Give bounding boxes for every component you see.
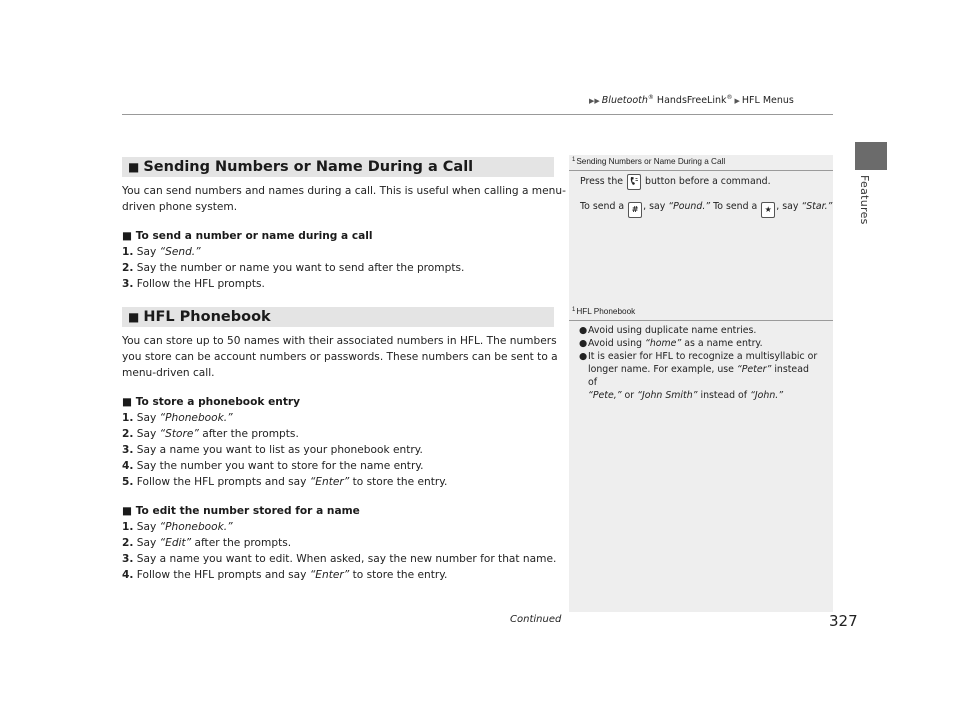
crumb-handsfreelink: HandsFreeLink [653, 95, 727, 107]
step: 1. Say “Send.” [122, 246, 201, 258]
intro-line: You can store up to 50 names with their associated numbers in HFL. The numbers [122, 335, 557, 347]
chapter-tab [855, 142, 887, 170]
step: 2. Say “Store” after the prompts. [122, 428, 299, 440]
square-bullet-icon: ■ [128, 310, 140, 324]
intro-line: menu-driven call. [122, 367, 215, 379]
note-text: To send a # , say “Pound.” To send a ★ , say “Star.” [580, 200, 832, 218]
bullet-icon: ● [579, 325, 588, 336]
crumb-bluetooth: Bluetooth [601, 95, 648, 107]
step: 4. Follow the HFL prompts and say “Enter” to store the entry. [122, 569, 448, 581]
square-bullet-icon: ■ [122, 505, 133, 517]
continued-label: Continued [510, 614, 562, 625]
square-bullet-icon: ■ [122, 230, 133, 242]
note-rule [569, 170, 833, 171]
bullet-icon: ● [579, 338, 588, 349]
square-bullet-icon: ■ [128, 160, 140, 174]
subheading: ■ To store a phonebook entry [122, 396, 301, 408]
note-bullet: ● It is easier for HFL to recognize a multisyllabic or longer name. For example, use “Peter” instead of “Pete,” or “John Smith” instead of “John.” [579, 351, 818, 401]
breadcrumb: ▶▶ Bluetooth® HandsFreeLink® ▶ HFL Menus [589, 94, 794, 107]
step: 5. Follow the HFL prompts and say “Enter” to store the entry. [122, 476, 448, 488]
step: 1. Say “Phonebook.” [122, 521, 233, 533]
subheading: ■ To send a number or name during a call [122, 230, 373, 242]
header-rule [122, 114, 833, 115]
step: 3. Say a name you want to edit. When asked, say the new number for that name. [122, 553, 557, 565]
arrow-icon: ▶ [734, 97, 740, 106]
step: 1. Say “Phonebook.” [122, 412, 233, 424]
subheading: ■ To edit the number stored for a name [122, 505, 360, 517]
crumb-hfl-menus: HFL Menus [741, 95, 794, 107]
note-title-phonebook: $^1$HFL Phonebook [572, 307, 636, 316]
note-title-sending: $^1$Sending Numbers or Name During a Call [572, 157, 726, 166]
note-rule [569, 320, 833, 321]
talk-button-icon [627, 174, 641, 190]
note-bullet: ● Avoid using “home” as a name entry. [579, 338, 763, 349]
note-text: Press the button before a command. [580, 174, 771, 190]
step: 3. Follow the HFL prompts. [122, 278, 265, 290]
step: 3. Say a name you want to list as your phonebook entry. [122, 444, 423, 456]
pound-key-icon: # [628, 202, 642, 218]
section-heading-phonebook: ■ HFL Phonebook [122, 307, 554, 327]
intro-line: you store can be account numbers or passwords. These numbers can be sent to a [122, 351, 558, 363]
intro-line: You can send numbers and names during a call. This is useful when calling a menu- [122, 185, 566, 197]
chapter-label: Features [858, 175, 871, 225]
star-key-icon: ★ [761, 202, 775, 218]
step: 2. Say the number or name you want to send after the prompts. [122, 262, 465, 274]
bullet-icon: ● [579, 351, 588, 362]
page-number: 327 [829, 612, 858, 630]
arrow-icon: ▶▶ [589, 97, 600, 106]
section-heading-sending: ■ Sending Numbers or Name During a Call [122, 157, 554, 177]
step: 2. Say “Edit” after the prompts. [122, 537, 292, 549]
intro-line: driven phone system. [122, 201, 238, 213]
square-bullet-icon: ■ [122, 396, 133, 408]
note-bullet: ● Avoid using duplicate name entries. [579, 325, 757, 336]
step: 4. Say the number you want to store for the name entry. [122, 460, 424, 472]
